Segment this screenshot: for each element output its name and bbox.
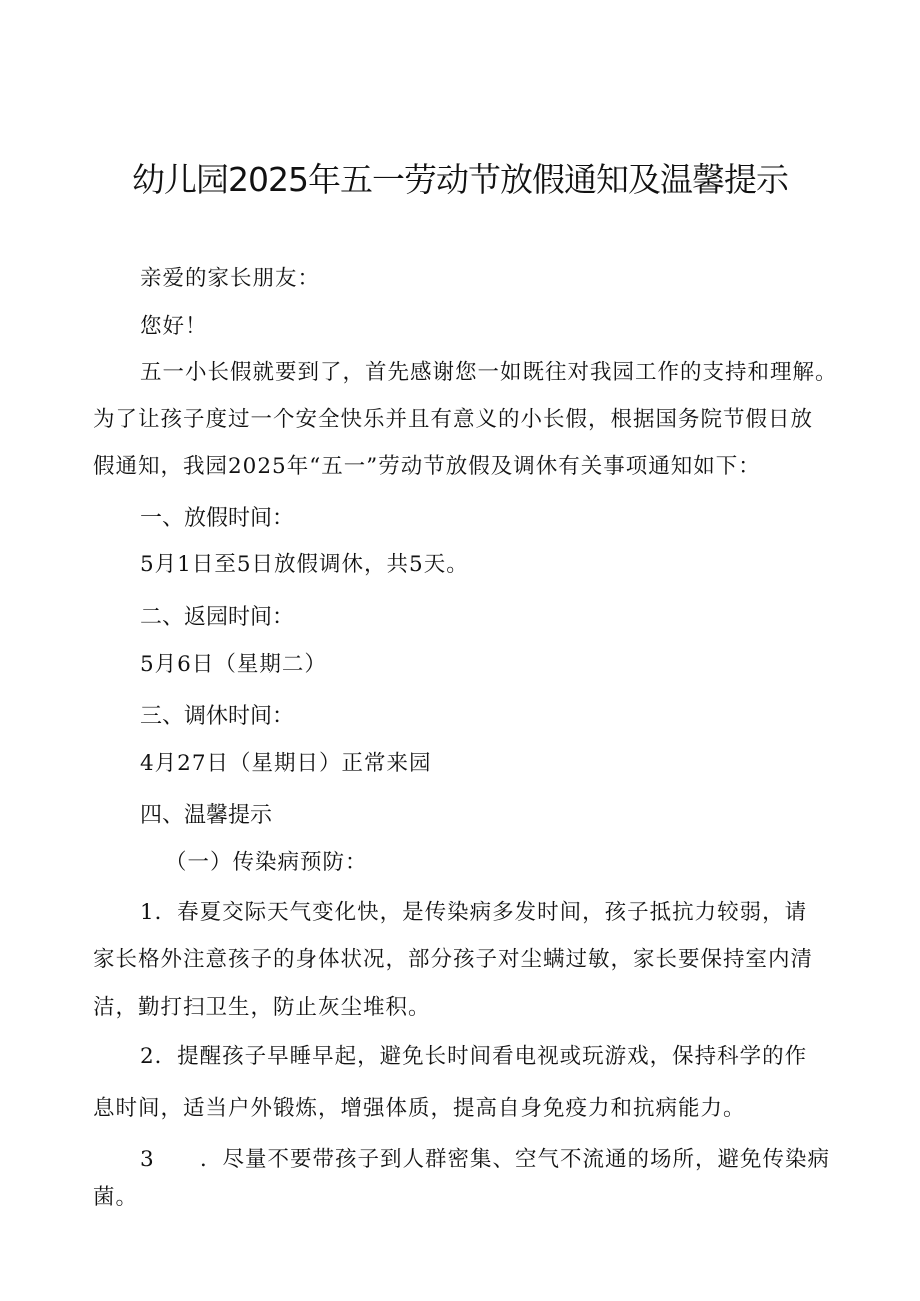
section-body-2: 5月6日（星期二） [140, 652, 327, 677]
section-body-1: 5月1日至5日放假调休，共5天。 [140, 552, 469, 577]
section-heading-1: 一、放假时间： [140, 506, 295, 531]
section-heading-3: 三、调休时间： [140, 704, 295, 729]
item-3-number: 3 [140, 1147, 155, 1172]
section-heading-2: 二、返园时间： [140, 605, 295, 630]
page-title: 幼儿园2025年五一劳动节放假通知及温馨提示 [132, 160, 788, 199]
item-3-line-1: ．尽量不要带孩子到人群密集、空气不流通的场所，避免传染病 [200, 1147, 831, 1172]
item-1-line-3: 洁，勤打扫卫生，防止灰尘堆积。 [93, 995, 431, 1020]
section-body-3: 4月27日（星期日）正常来园 [140, 751, 432, 776]
item-1-line-1: 1．春夏交际天气变化快，是传染病多发时间，孩子抵抗力较弱，请 [140, 900, 808, 925]
intro-line-2: 为了让孩子度过一个安全快乐并且有意义的小长假，根据国务院节假日放 [93, 407, 814, 432]
item-2-line-2: 息时间，适当户外锻炼，增强体质，提高自身免疫力和抗病能力。 [93, 1096, 746, 1121]
greeting: 亲爱的家长朋友： [140, 266, 321, 291]
item-3-line-2: 菌。 [93, 1185, 139, 1210]
intro-line-1: 五一小长假就要到了，首先感谢您一如既往对我园工作的支持和理解。 [140, 360, 838, 385]
item-1-line-2: 家长格外注意孩子的身体状况，部分孩子对尘螨过敏，家长要保持室内清 [93, 947, 814, 972]
subheading: （一）传染病预防： [165, 850, 368, 875]
item-2-line-1: 2．提醒孩子早睡早起，避免长时间看电视或玩游戏，保持科学的作 [140, 1044, 808, 1069]
section-heading-4: 四、温馨提示 [140, 803, 273, 828]
salutation: 您好！ [140, 314, 208, 339]
intro-line-3: 假通知，我园2025年“五一”劳动节放假及调休有关事项通知如下： [93, 454, 761, 479]
